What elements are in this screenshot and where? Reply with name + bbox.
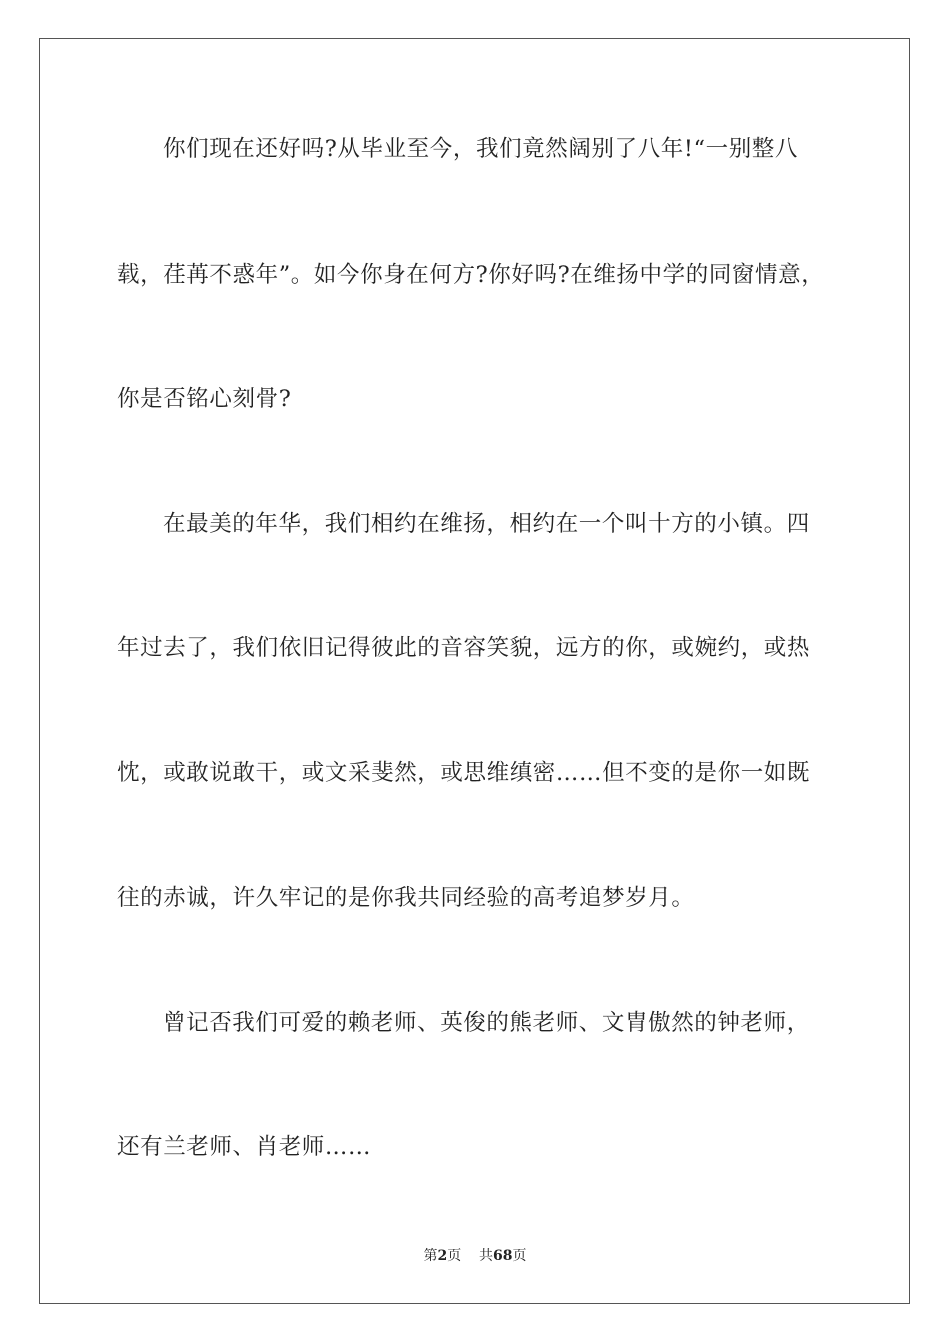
- footer-total-pages: 68: [493, 1248, 513, 1264]
- footer-total-suffix: 页: [512, 1248, 527, 1264]
- paragraph-line-4: 在最美的年华，我们相约在维扬，相约在一个叫十方的小镇。四: [163, 511, 810, 537]
- paragraph-line-8: 曾记否我们可爱的赖老师、英俊的熊老师、文胄傲然的钟老师，: [163, 1010, 810, 1036]
- page-border: [39, 38, 910, 1304]
- paragraph-line-9: 还有兰老师、肖老师……: [117, 1134, 372, 1160]
- paragraph-line-2: 载，荏苒不惑年”。如今你身在何方?你好吗?在维扬中学的同窗情意，: [117, 262, 825, 288]
- page-footer: [0, 1246, 950, 1266]
- footer-page-number: 2: [437, 1248, 448, 1264]
- footer-page-suffix: 页: [447, 1248, 462, 1264]
- paragraph-line-5: 年过去了，我们依旧记得彼此的音容笑貌，远方的你，或婉约，或热: [117, 635, 811, 661]
- paragraph-line-6: 忱，或敢说敢干，或文采斐然，或思维缜密……但不变的是你一如既: [117, 760, 811, 786]
- footer-page-prefix: 第: [423, 1248, 438, 1264]
- paragraph-line-1: 你们现在还好吗?从毕业至今，我们竟然阔别了八年!“一别整八: [163, 136, 799, 162]
- paragraph-line-7: 往的赤诚，许久牢记的是你我共同经验的高考追梦岁月。: [117, 885, 695, 911]
- paragraph-line-3: 你是否铭心刻骨?: [117, 386, 292, 412]
- footer-total-prefix: 共: [479, 1248, 494, 1264]
